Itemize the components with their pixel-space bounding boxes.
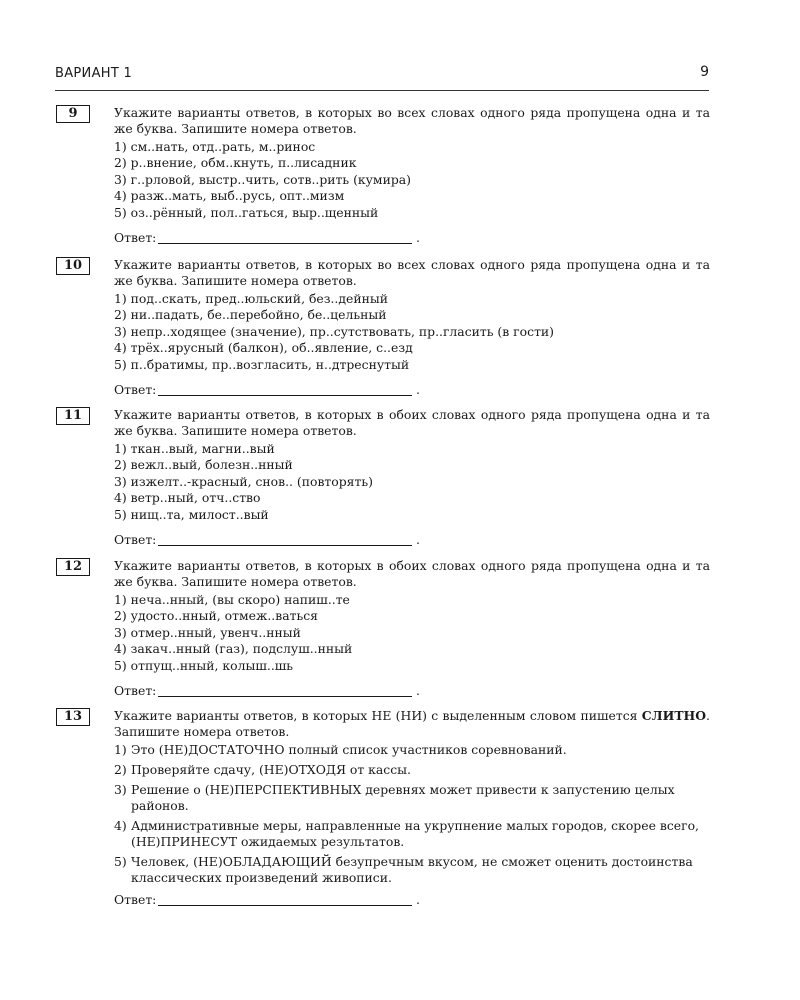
task-number-box: 11	[56, 407, 90, 425]
answer-field[interactable]	[158, 395, 412, 396]
option-item: 2) вежл..вый, болезн..нный	[114, 457, 293, 473]
task-number-box: 13	[56, 708, 90, 726]
answer-label: Ответ:	[114, 683, 157, 699]
option-item: 2) Проверяйте сдачу, (НЕ)ОТХОДЯ от кассы.	[114, 762, 411, 777]
option-item: 5) оз..рённый, пол..гаться, выр..щенный	[114, 204, 379, 220]
option-item: 2) р..внение, обм..кнуть, п..лисадник	[114, 155, 357, 171]
option-item: 3) изжелт..-красный, снов.. (повторять)	[114, 473, 373, 489]
task-number-box: 10	[56, 257, 90, 275]
option-item: 3) г..рловой, выстр..чить, сотв..рить (кумира)	[114, 171, 411, 187]
answer-field[interactable]	[158, 905, 412, 906]
option-item: 1) под..скать, пред..юльский, без..дейный	[114, 291, 388, 306]
option-item: 1) Это (НЕ)ДОСТАТОЧНО полный список участников соревнований.	[114, 742, 567, 757]
task-prompt: Укажите варианты ответов, в которых в обоих словах одного ряда пропущена одна и та же буква. Запишите номера ответов.	[114, 558, 710, 589]
options-list	[114, 592, 710, 674]
option-item: 3) Решение о (НЕ)ПЕРСПЕКТИВНЫХ деревнях может привести к запустению целых районов.	[114, 782, 675, 813]
answer-label: Ответ:	[114, 230, 157, 246]
answer-row	[114, 683, 710, 699]
option-item: 4) закач..нный (газ), подслуш..нный	[114, 641, 353, 657]
options-list	[114, 441, 710, 523]
answer-end: .	[416, 230, 420, 246]
option-item: 5) отпущ..нный, колыш..шь	[114, 657, 294, 673]
variant-label: ВАРИАНТ 1	[55, 66, 133, 81]
answer-field[interactable]	[158, 545, 412, 546]
options-list	[114, 291, 710, 373]
option-item: 4) ветр..ный, отч..ство	[114, 490, 261, 506]
option-item: 5) п..братимы, пр..возгласить, н..дтреснутый	[114, 356, 410, 372]
options-list	[114, 742, 710, 886]
answer-row	[114, 230, 710, 246]
option-item: 2) удосто..нный, отмеж..ваться	[114, 608, 318, 624]
answer-field[interactable]	[158, 696, 412, 697]
task-number-box: 12	[56, 558, 90, 576]
option-item: 1) см..нать, отд..рать, м..ринос	[114, 139, 316, 154]
options-list	[114, 139, 710, 221]
option-item: 3) непр..ходящее (значение), пр..сутствовать, пр..гласить (в гости)	[114, 323, 555, 339]
page-header	[55, 64, 709, 91]
task-prompt: Укажите варианты ответов, в которых во всех словах одного ряда пропущена одна и та же буква. Запишите номера ответов.	[114, 257, 710, 288]
option-item: 4) Административные меры, направленные на укрупнение малых городов, скорее всего, (НЕ)ПРИНЕСУТ ожидаемых результатов.	[114, 818, 699, 849]
option-item: 4) трёх..ярусный (балкон), об..явление, с..езд	[114, 340, 413, 356]
answer-row	[114, 532, 710, 548]
answer-row	[114, 382, 710, 398]
option-item: 3) отмер..нный, увенч..нный	[114, 624, 301, 640]
task-number-box: 9	[56, 105, 90, 123]
page-number: 9	[700, 64, 709, 80]
option-item: 2) ни..падать, бе..перебойно, бе..цельный	[114, 307, 387, 323]
option-item: 1) ткан..вый, магни..вый	[114, 441, 275, 456]
option-item: 5) нищ..та, милост..вый	[114, 506, 269, 522]
task-prompt: Укажите варианты ответов, в которых НЕ (НИ) с выделенным словом пишется СЛИТНО. Запишите номера ответов.	[114, 708, 710, 739]
answer-end: .	[416, 683, 420, 699]
answer-row	[114, 892, 710, 908]
answer-label: Ответ:	[114, 532, 157, 548]
answer-end: .	[416, 532, 420, 548]
answer-end: .	[416, 892, 420, 907]
keyword-bold: СЛИТНО	[641, 708, 707, 723]
task-prompt: Укажите варианты ответов, в которых во всех словах одного ряда пропущена одна и та же буква. Запишите номера ответов.	[114, 105, 710, 136]
answer-label: Ответ:	[114, 382, 157, 398]
option-item: 5) Человек, (НЕ)ОБЛАДАЮЩИЙ безупречным вкусом, не сможет оценить достоинства классических произведений живописи.	[114, 854, 693, 885]
answer-field[interactable]	[158, 243, 412, 244]
option-item: 4) разж..мать, выб..русь, опт..мизм	[114, 188, 345, 204]
answer-label: Ответ:	[114, 892, 157, 907]
option-item: 1) неча..нный, (вы скоро) напиш..те	[114, 592, 350, 607]
answer-end: .	[416, 382, 420, 398]
task-prompt: Укажите варианты ответов, в которых в обоих словах одного ряда пропущена одна и та же буква. Запишите номера ответов.	[114, 407, 710, 438]
